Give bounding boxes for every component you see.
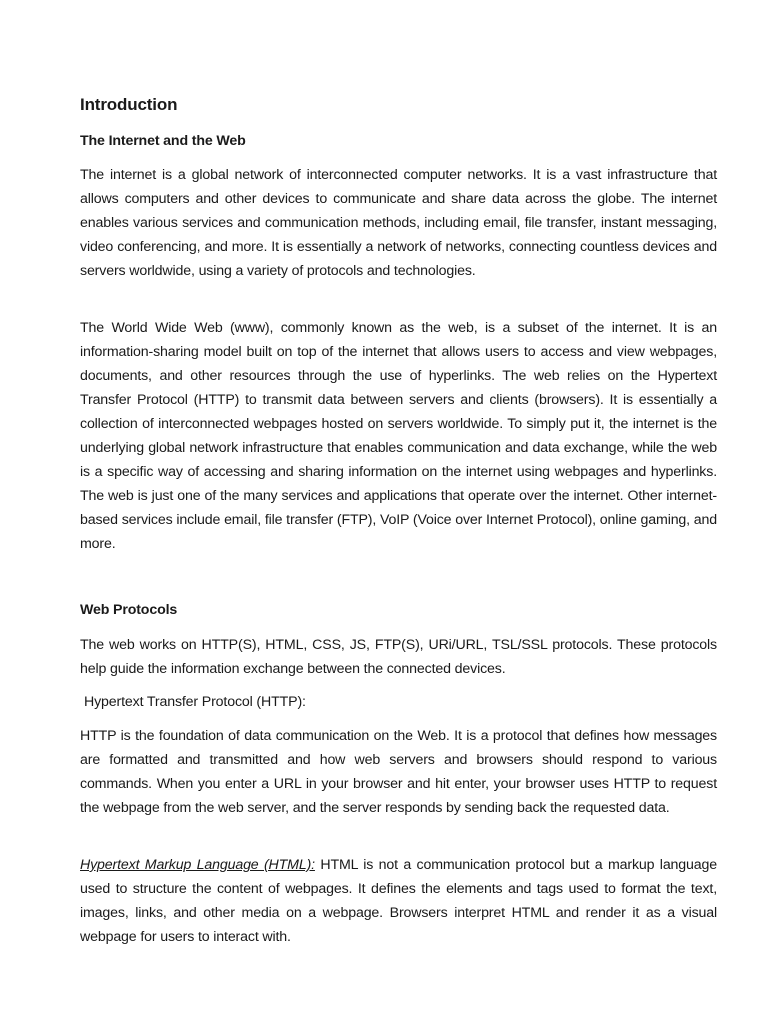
paragraph-text: HTML is not a communication protocol but a markup language used to structure the content of webpages. It defines the elements and tags used to format the text, images, links, and other media on a webpage. Browsers interpret HTML and render it as a visual webpage for users to interact with. (80, 857, 717, 945)
paragraph: The World Wide Web (www), commonly known as the web, is a subset of the internet. It is an information-sharing model built on top of the internet that allows users to access and view webpages, documents, and other resources through the use of hyperlinks. The web relies on the Hypertext Transfer Protocol (HTTP) to transmit data between servers and clients (browsers). It is essentially a collection of interconnected webpages hosted on servers worldwide. To simply put it, the internet is the underlying global network infrastructure that enables communication and data exchange, while the web is a specific way of accessing and sharing information on the internet using webpages and hyperlinks. The web is just one of the many services and applications that operate over the internet. Other internet-based services include email, file transfer (FTP), VoIP (Voice over Internet Protocol), online gaming, and more. (80, 320, 717, 552)
subheading: Hypertext Transfer Protocol (HTTP): (84, 694, 306, 710)
section-heading: Web Protocols (80, 602, 178, 618)
term: Hypertext Markup Language (HTML): (80, 857, 315, 873)
paragraph: The web works on HTTP(S), HTML, CSS, JS, FTP(S), URi/URL, TSL/SSL protocols. These protocols help guide the information exchange between the connected devices. (80, 637, 717, 677)
paragraph: HTTP is the foundation of data communication on the Web. It is a protocol that defines how messages are formatted and transmitted and how web servers and browsers should respond to various commands. When you enter a URL in your browser and hit enter, your browser uses HTTP to request the webpage from the web server, and the server responds by sending back the requested data. (80, 728, 717, 816)
page-title: Introduction (80, 95, 178, 114)
paragraph: The internet is a global network of interconnected computer networks. It is a vast infrastructure that allows computers and other devices to communicate and share data across the globe. The internet enables various services and communication methods, including email, file transfer, instant messaging, video conferencing, and more. It is essentially a network of networks, connecting countless devices and servers worldwide, using a variety of protocols and technologies. (80, 167, 717, 279)
paragraph (80, 853, 717, 949)
section-heading: The Internet and the Web (80, 133, 246, 149)
